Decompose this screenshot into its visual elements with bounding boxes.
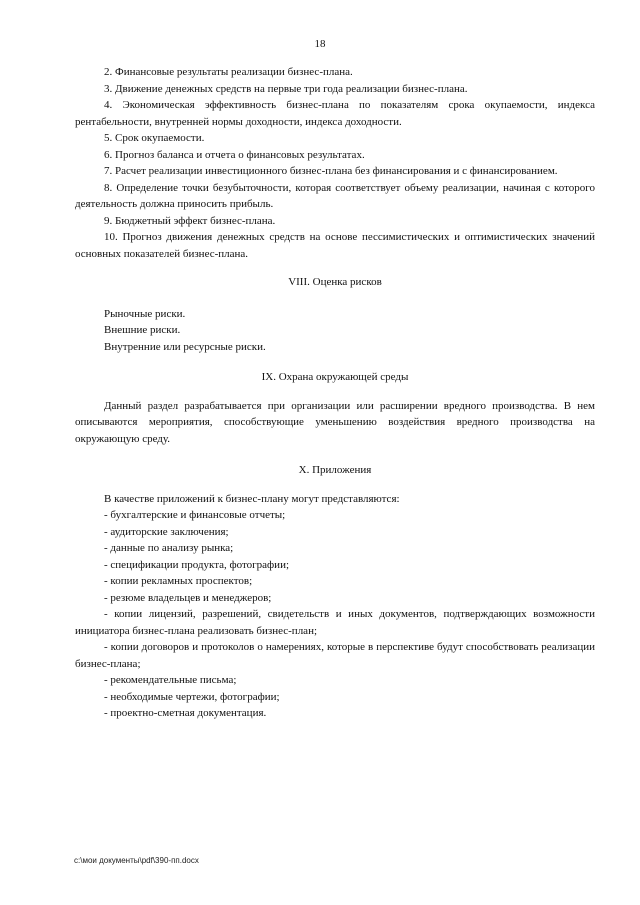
risk-item-internal: Внутренние или ресурсные риски. (104, 340, 266, 353)
appendix-item: - данные по анализу рынка; (104, 542, 234, 554)
list-item-5: 5. Срок окупаемости. (104, 132, 205, 144)
appendix-item: - рекомендательные письма; (104, 674, 237, 686)
section-9-heading: IX. Охрана окружающей среды (261, 371, 409, 383)
list-item-10: 10. Прогноз движения денежных средств на основе пессимистических и оптимистических значений основных показателей бизнес-плана. (75, 231, 595, 260)
list-item-9: 9. Бюджетный эффект бизнес-плана. (104, 214, 276, 227)
appendix-item: - копии договоров и протоколов о намерениях, которые в перспективе будут способствовать реализации бизнес-плана; (75, 641, 595, 670)
appendix-item: - резюме владельцев и менеджеров; (104, 591, 272, 604)
footer-file-path: c:\мои документы\pdf\390-пп.docx (74, 856, 199, 865)
appendix-item: - копии рекламных проспектов; (104, 575, 253, 587)
page-number: 18 (314, 38, 326, 50)
list-item-7: 7. Расчет реализации инвестиционного бизнес-плана без финансирования и с финансированием. (104, 165, 558, 177)
appendix-item: - спецификации продукта, фотографии; (104, 558, 290, 571)
section-9-text: Данный раздел разрабатывается при организации или расширении вредного производства. В нем описываются мероприятия, способствующие уменьшению воздействия вредного производства на окружающую среду. (75, 399, 595, 445)
list-item-8: 8. Определение точки безубыточности, которая соответствует объему реализации, начиная с которого деятельность должна приносить прибыль. (75, 181, 595, 210)
risk-item-external: Внешние риски. (104, 324, 181, 336)
appendix-item: - проектно-сметная документация. (104, 707, 267, 719)
appendix-item: - необходимые чертежи, фотографии; (104, 690, 280, 703)
list-item-6: 6. Прогноз баланса и отчета о финансовых результатах. (104, 148, 365, 161)
section-10-heading: X. Приложения (298, 464, 372, 476)
document-body (75, 64, 595, 722)
appendix-item: - копии лицензий, разрешений, свидетельств и иных документов, подтверждающих возможности инициатора бизнес-плана реализовать бизнес-план; (75, 608, 595, 637)
list-item-3: 3. Движение денежных средств на первые три года реализации бизнес-плана. (104, 82, 468, 95)
list-item-4: 4. Экономическая эффективность бизнес-плана по показателям срока окупаемости, индекса рентабельности, внутренней нормы доходности, индекса доходности. (75, 99, 595, 128)
appendix-item: - аудиторские заключения; (104, 525, 229, 538)
list-item-2: 2. Финансовые результаты реализации бизнес-плана. (104, 66, 353, 78)
section-8-heading: VIII. Оценка рисков (288, 276, 382, 288)
appendix-intro: В качестве приложений к бизнес-плану могут представляются: (104, 492, 400, 505)
appendix-item: - бухгалтерские и финансовые отчеты; (104, 509, 286, 521)
risk-item-market: Рыночные риски. (104, 307, 186, 320)
